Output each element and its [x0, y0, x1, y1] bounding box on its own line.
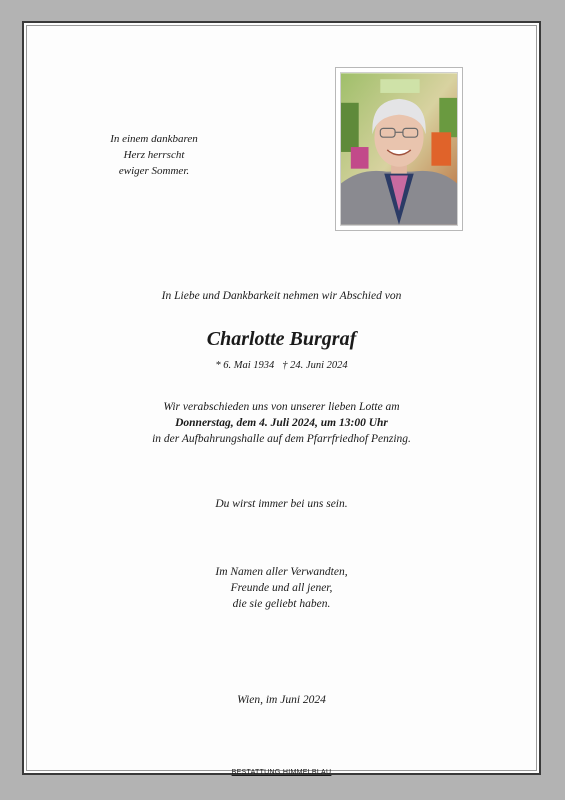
funeral-date-time: Donnerstag, dem 4. Juli 2024, um 13:00 Uhr — [175, 417, 388, 429]
motto-line-3: ewiger Sommer. — [118, 165, 190, 177]
closing-text: Du wirst immer bei uns sein. — [215, 498, 348, 510]
funeral-home-footer: BESTATTUNG HIMMELBLAU — [231, 769, 332, 776]
motto-line-1: In einem dankbaren — [110, 133, 198, 145]
intro-text: In Liebe und Dankbarkeit nehmen wir Abschied von — [161, 290, 402, 302]
signature-line-1: Im Namen aller Verwandten, — [215, 566, 348, 578]
signature-line-3: die sie geliebt haben. — [232, 598, 331, 610]
life-dates — [24, 360, 539, 371]
funeral-line-1: Wir verabschieden uns von unserer lieben Lotte am — [163, 401, 400, 413]
signature-line-2: Freunde und all jener, — [230, 582, 333, 594]
motto — [104, 131, 204, 179]
deceased-name: Charlotte Burgraf — [206, 328, 357, 350]
motto-line-2: Herz herrscht — [123, 149, 185, 161]
obituary-page — [22, 21, 541, 775]
death-date: † 24. Juni 2024 — [282, 360, 348, 371]
signature-block — [24, 564, 539, 612]
place-date: Wien, im Juni 2024 — [237, 694, 326, 706]
funeral-notice — [24, 399, 539, 447]
funeral-location: in der Aufbahrungshalle auf dem Pfarrfriedhof Penzing. — [152, 433, 411, 445]
portrait-photo — [335, 67, 463, 231]
birth-date: * 6. Mai 1934 — [215, 360, 275, 371]
portrait-photo-icon — [340, 72, 458, 226]
